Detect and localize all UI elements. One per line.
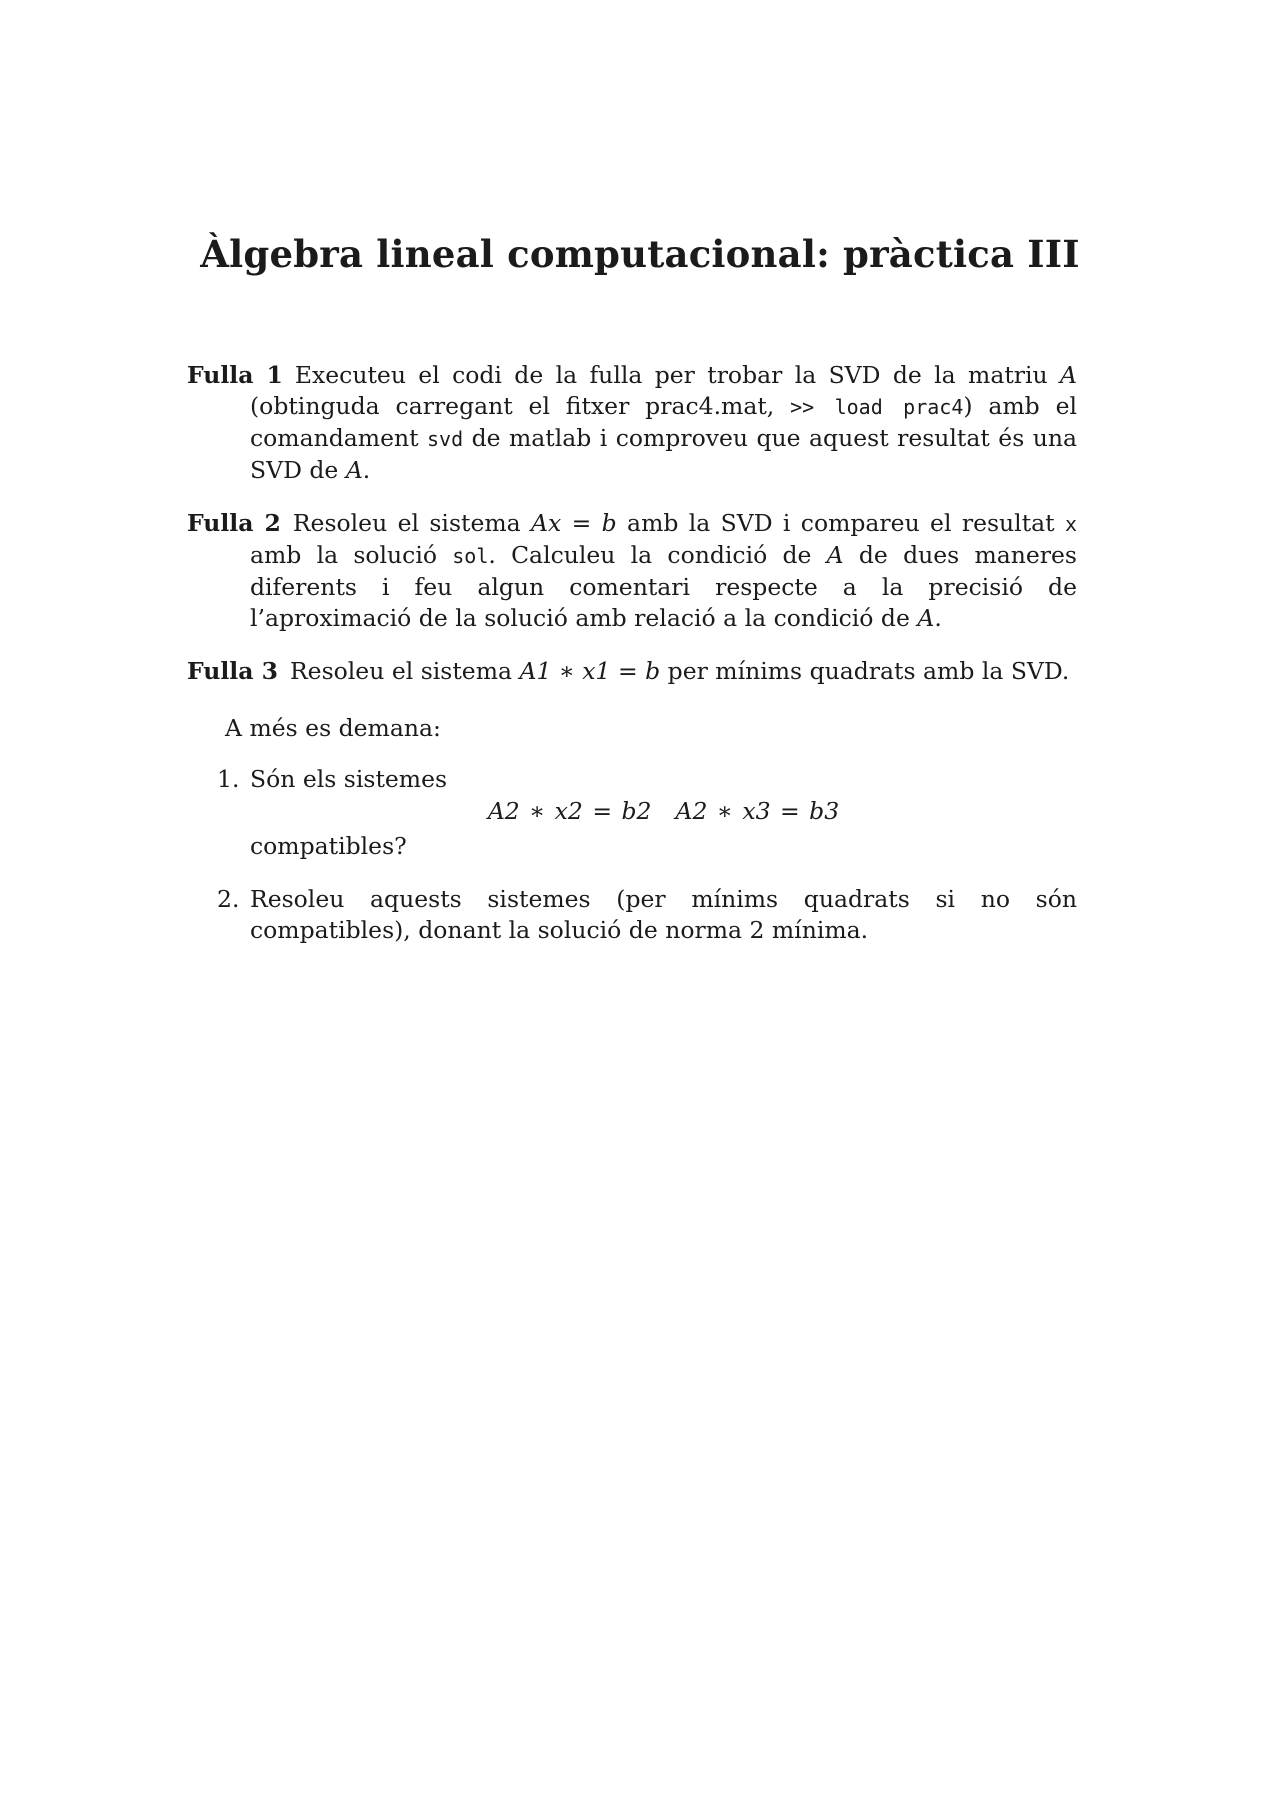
list-item (187, 884, 1077, 946)
fulla-2-text-6: . (934, 604, 942, 632)
fulla-3-text-2: per mínims quadrats amb la SVD. (660, 657, 1070, 685)
list-item-text-after: compatibles? (250, 832, 407, 860)
fulla-2-code-sol: sol (452, 544, 489, 568)
list-item (187, 764, 1077, 862)
list-item-number: 1. (217, 765, 240, 793)
fulla-2-math-a: A (826, 541, 844, 569)
list-item-text: Resoleu aquests sistemes (per mínims quadrats si no són compatibles), donant la solució de norma 2 mínima. (250, 885, 1077, 944)
equation-1: A2 ∗ x2 = b2 (487, 797, 652, 825)
fulla-2-text-4: . Calculeu la condició de (488, 541, 827, 569)
fulla-2-text-3: amb la solució (250, 541, 453, 569)
fulla-1-math-a: A (1060, 361, 1077, 389)
fulla-2-math-a-2: A (917, 604, 935, 632)
fulla-3 (187, 656, 1077, 687)
fulla-2-text-2: amb la SVD i compareu el resultat (616, 509, 1065, 537)
fulla-2 (187, 508, 1077, 634)
fulla-2-label: Fulla 2 (187, 509, 281, 537)
fulla-1-text-4: de matlab i comproveu que aquest resultat és una SVD de (250, 424, 1077, 484)
equation-display (250, 796, 1077, 827)
fulla-1 (187, 360, 1077, 486)
fulla-1-label: Fulla 1 (187, 361, 283, 389)
exercise-content (187, 360, 1077, 968)
page-title: Àlgebra lineal computacional: pràctica III (200, 232, 1080, 276)
fulla-1-code-load: >> load prac4 (790, 395, 964, 419)
fulla-1-math-a-2: A (345, 456, 363, 484)
fulla-1-text-5: . (362, 456, 371, 484)
fulla-1-text-2: (obtinguda carregant el fitxer prac4.mat, (250, 392, 791, 420)
fulla-2-text-1: Resoleu el sistema (292, 509, 532, 537)
question-list (187, 764, 1077, 946)
list-item-text: Són els sistemes (250, 765, 448, 793)
fulla-3-text-1: Resoleu el sistema (289, 657, 520, 685)
equation-2: A2 ∗ x3 = b3 (675, 797, 840, 825)
fulla-3-label: Fulla 3 (187, 657, 278, 685)
fulla-2-text-5: de dues maneres diferents i feu algun comentari respecte a la precisió de l’aproximació de la solució amb relació a la condició de (250, 541, 1077, 632)
list-item-number: 2. (217, 885, 240, 913)
fulla-2-code-x: x (1064, 512, 1077, 536)
fulla-1-text-3: ) amb el comandament (250, 392, 1077, 452)
fulla-2-math-ax-b: Ax = b (531, 509, 617, 537)
fulla-1-text-1: Executeu el codi de la fulla per trobar la SVD de la matriu (294, 361, 1061, 389)
intro-text: A més es demana: (225, 714, 441, 742)
fulla-3-math-system: A1 ∗ x1 = b (519, 657, 661, 685)
fulla-1-code-svd: svd (427, 427, 464, 451)
